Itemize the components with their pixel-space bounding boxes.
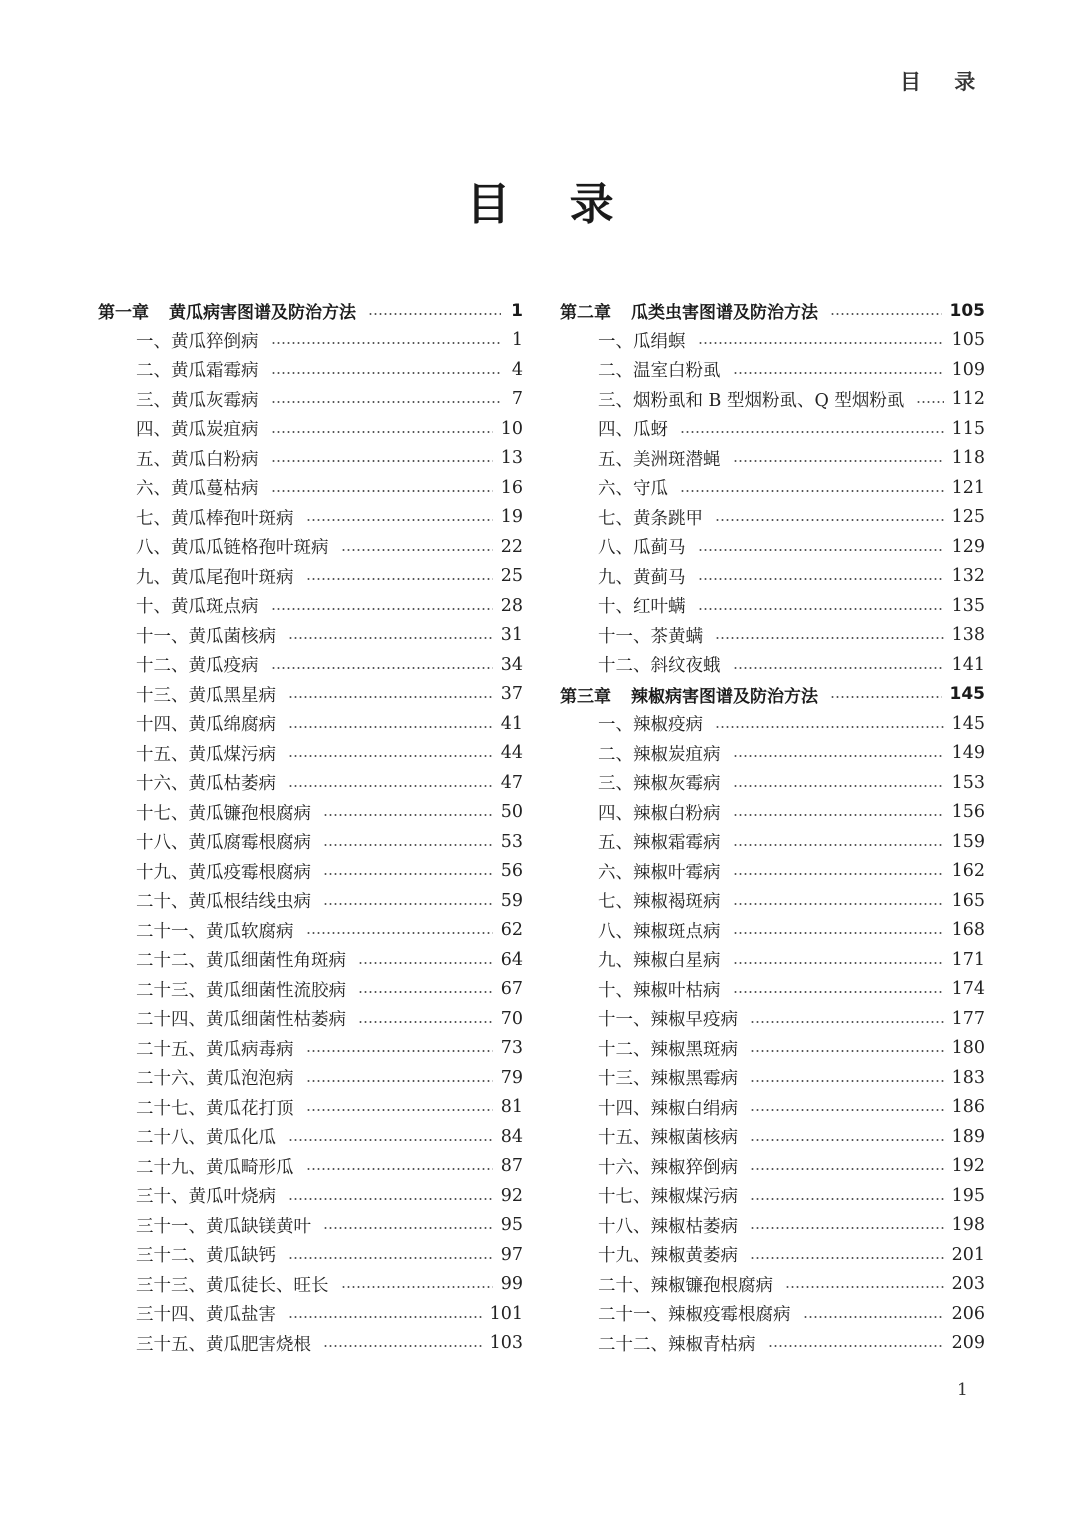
toc-page-number: 125 (951, 507, 985, 528)
toc-page-number: 105 (949, 300, 985, 321)
dot-leader (750, 1166, 944, 1172)
toc-entry-title: 二十九、黄瓜畸形瓜 (136, 1157, 294, 1178)
toc-page-number: 165 (951, 890, 985, 911)
dot-leader (323, 871, 493, 877)
toc-page-number: 177 (951, 1008, 985, 1029)
toc-page-number: 44 (500, 743, 523, 764)
toc-section-entry (560, 650, 985, 680)
dot-leader (750, 1255, 944, 1261)
toc-page-number: 138 (951, 625, 985, 646)
chapter-title: 黄瓜病害图谱及防治方法 (169, 303, 356, 324)
toc-section-entry (98, 532, 523, 562)
dot-leader (750, 1225, 944, 1231)
toc-section-entry (560, 857, 985, 887)
toc-section-entry (98, 1181, 523, 1211)
toc-section-entry (560, 975, 985, 1005)
toc-page-number: 156 (951, 802, 985, 823)
toc-section-entry (560, 1152, 985, 1182)
toc-page-number: 25 (500, 566, 523, 587)
toc-page-number: 67 (500, 979, 523, 1000)
toc-page-number: 16 (500, 477, 523, 498)
toc-page-number: 118 (951, 448, 985, 469)
dot-leader (271, 606, 493, 612)
toc-page-number: 7 (511, 389, 523, 410)
toc-entry-title: 三、辣椒灰霉病 (598, 774, 721, 795)
dot-leader (271, 370, 502, 376)
toc-chapter-entry (560, 296, 985, 326)
dot-leader (750, 1196, 944, 1202)
toc-entry-title: 二十三、黄瓜细菌性流胶病 (136, 980, 346, 1001)
toc-section-entry (560, 444, 985, 474)
toc-section-entry (560, 1034, 985, 1064)
toc-entry-title: 五、辣椒霜霉病 (598, 833, 721, 854)
toc-section-entry (560, 886, 985, 916)
toc-entry-title: 十七、辣椒煤污病 (598, 1187, 738, 1208)
toc-entry-title (560, 298, 818, 323)
toc-section-entry (560, 326, 985, 356)
dot-leader (271, 458, 493, 464)
toc-section-entry (98, 1034, 523, 1064)
toc-entry-title: 七、辣椒褐斑病 (598, 892, 721, 913)
dot-leader (323, 1225, 493, 1231)
toc-entry-title: 四、黄瓜炭疽病 (136, 420, 259, 441)
dot-leader (288, 753, 493, 759)
toc-page-number: 1 (511, 330, 523, 351)
dot-leader (916, 399, 943, 405)
toc-page-number: 56 (500, 861, 523, 882)
toc-page-number: 168 (951, 920, 985, 941)
toc-entry-title: 四、瓜蚜 (598, 420, 668, 441)
dot-leader (698, 547, 944, 553)
dot-leader (271, 340, 502, 346)
toc-entry-title: 十二、辣椒黑斑病 (598, 1039, 738, 1060)
toc-page-number: 92 (500, 1185, 523, 1206)
dot-leader (750, 1048, 944, 1054)
toc-page-number: 79 (500, 1067, 523, 1088)
toc-entry-title: 十六、辣椒猝倒病 (598, 1157, 738, 1178)
toc-page-number: 47 (500, 772, 523, 793)
toc-page-number: 101 (489, 1303, 523, 1324)
dot-leader (768, 1343, 944, 1349)
dot-leader (698, 606, 944, 612)
toc-entry-title: 一、辣椒疫病 (598, 715, 703, 736)
toc-entry-title: 十三、黄瓜黑星病 (136, 685, 276, 706)
toc-entry-title: 十四、黄瓜绵腐病 (136, 715, 276, 736)
toc-entry-title: 二十七、黄瓜花打顶 (136, 1098, 294, 1119)
dot-leader (733, 812, 944, 818)
toc-entry-title: 十一、黄瓜菌核病 (136, 626, 276, 647)
toc-entry-title: 二、黄瓜霜霉病 (136, 361, 259, 382)
toc-entry-title: 二十二、黄瓜细菌性角斑病 (136, 951, 346, 972)
toc-page-number: 129 (951, 536, 985, 557)
dot-leader (715, 724, 944, 730)
toc-section-entry (98, 916, 523, 946)
toc-section-entry (98, 444, 523, 474)
toc-page-number: 97 (500, 1244, 523, 1265)
dot-leader (803, 1314, 944, 1320)
toc-entry-title: 八、辣椒斑点病 (598, 921, 721, 942)
toc-section-entry (560, 562, 985, 592)
toc-entry-title: 十三、辣椒黑霉病 (598, 1069, 738, 1090)
chapter-label: 第三章 (560, 686, 611, 707)
toc-entry-title: 二十六、黄瓜泡泡病 (136, 1069, 294, 1090)
dot-leader (358, 1019, 493, 1025)
toc-entry-title (560, 682, 818, 707)
toc-entry-title: 九、辣椒白星病 (598, 951, 721, 972)
dot-leader (733, 665, 944, 671)
dot-leader (288, 1137, 493, 1143)
toc-page-number: 31 (500, 625, 523, 646)
toc-entry-title: 二十八、黄瓜化瓜 (136, 1128, 276, 1149)
toc-page-number: 162 (951, 861, 985, 882)
dot-leader (271, 665, 493, 671)
toc-entry-title: 四、辣椒白粉病 (598, 803, 721, 824)
toc-entry-title: 一、瓜绢螟 (598, 331, 686, 352)
dot-leader (341, 1284, 493, 1290)
toc-page-number: 50 (500, 802, 523, 823)
toc-entry-title: 九、黄瓜尾孢叶斑病 (136, 567, 294, 588)
toc-page-number: 203 (951, 1274, 985, 1295)
toc-section-entry (560, 1063, 985, 1093)
toc-section-entry (560, 1004, 985, 1034)
toc-section-entry (560, 827, 985, 857)
dot-leader (733, 930, 944, 936)
toc-section-entry (98, 503, 523, 533)
dot-leader (271, 399, 502, 405)
toc-section-entry (98, 1093, 523, 1123)
toc-page-number: 115 (951, 418, 985, 439)
dot-leader (830, 311, 942, 317)
toc-page-number: 135 (951, 595, 985, 616)
toc-entry-title: 六、辣椒叶霉病 (598, 862, 721, 883)
dot-leader (306, 930, 493, 936)
toc-entry-title: 五、黄瓜白粉病 (136, 449, 259, 470)
dot-leader (733, 783, 944, 789)
toc-page-number: 53 (500, 831, 523, 852)
toc-entry-title: 十八、辣椒枯萎病 (598, 1216, 738, 1237)
dot-leader (288, 783, 493, 789)
toc-page-number: 37 (500, 684, 523, 705)
toc-entry-title: 三十、黄瓜叶烧病 (136, 1187, 276, 1208)
dot-leader (680, 429, 944, 435)
toc-entry-title: 二十五、黄瓜病毒病 (136, 1039, 294, 1060)
dot-leader (750, 1137, 944, 1143)
toc-section-entry (560, 916, 985, 946)
dot-leader (368, 311, 501, 317)
dot-leader (288, 635, 493, 641)
toc-section-entry (98, 1240, 523, 1270)
dot-leader (323, 812, 493, 818)
toc-section-entry (98, 591, 523, 621)
toc-entry-title: 九、黄蓟马 (598, 567, 686, 588)
toc-section-entry (560, 503, 985, 533)
dot-leader (323, 901, 493, 907)
toc-page-number: 153 (951, 772, 985, 793)
toc-chapter-entry (560, 680, 985, 710)
toc-section-entry (98, 385, 523, 415)
dot-leader (306, 576, 493, 582)
toc-page-number: 87 (500, 1156, 523, 1177)
toc-entry-title: 十四、辣椒白绢病 (598, 1098, 738, 1119)
toc-section-entry (98, 1329, 523, 1359)
toc-page-number: 192 (951, 1156, 985, 1177)
toc-section-entry (98, 1270, 523, 1300)
toc-section-entry (560, 1240, 985, 1270)
dot-leader (750, 1107, 944, 1113)
toc-section-entry (98, 473, 523, 503)
toc-entry-title: 十五、黄瓜煤污病 (136, 744, 276, 765)
dot-leader (733, 871, 944, 877)
toc-section-entry (98, 1211, 523, 1241)
toc-entry-title: 六、黄瓜蔓枯病 (136, 479, 259, 500)
toc-section-entry (98, 945, 523, 975)
toc-page-number: 180 (951, 1038, 985, 1059)
toc-page-number: 73 (500, 1038, 523, 1059)
toc-entry-title: 二、辣椒炭疽病 (598, 744, 721, 765)
dot-leader (750, 1078, 944, 1084)
toc-section-entry (560, 1093, 985, 1123)
page-title: 目 录 (466, 179, 614, 230)
dot-leader (288, 1255, 493, 1261)
toc-page-number: 209 (951, 1333, 985, 1354)
toc-right-column (560, 296, 985, 1358)
dot-leader (323, 1343, 482, 1349)
toc-page-number: 41 (500, 713, 523, 734)
toc-entry-title: 二十二、辣椒青枯病 (598, 1334, 756, 1355)
toc-page-number: 103 (489, 1333, 523, 1354)
toc-section-entry (560, 591, 985, 621)
dot-leader (306, 1048, 493, 1054)
toc-entry-title: 三十二、黄瓜缺钙 (136, 1246, 276, 1267)
dot-leader (733, 753, 944, 759)
toc-section-entry (560, 798, 985, 828)
dot-leader (323, 842, 493, 848)
toc-section-entry (560, 1211, 985, 1241)
dot-leader (680, 488, 944, 494)
toc-section-entry (98, 621, 523, 651)
toc-entry-title: 二十、黄瓜根结线虫病 (136, 892, 311, 913)
toc-page-number: 84 (500, 1126, 523, 1147)
toc-page-number: 95 (500, 1215, 523, 1236)
toc-section-entry (560, 355, 985, 385)
dot-leader (358, 960, 493, 966)
toc-page-number: 34 (500, 654, 523, 675)
dot-leader (288, 724, 493, 730)
toc-entry-title: 十六、黄瓜枯萎病 (136, 774, 276, 795)
dot-leader (733, 370, 944, 376)
toc-section-entry (560, 414, 985, 444)
toc-page-number: 149 (951, 743, 985, 764)
toc-page-number: 189 (951, 1126, 985, 1147)
dot-leader (733, 901, 944, 907)
toc-section-entry (98, 827, 523, 857)
toc-chapter-entry (98, 296, 523, 326)
toc-section-entry (98, 1122, 523, 1152)
toc-page-number: 64 (500, 949, 523, 970)
toc-page-number: 13 (500, 448, 523, 469)
toc-page-number: 145 (949, 684, 985, 705)
toc-entry-title: 十五、辣椒菌核病 (598, 1128, 738, 1149)
toc-section-entry (560, 532, 985, 562)
dot-leader (698, 340, 944, 346)
toc-page-number: 159 (951, 831, 985, 852)
toc-page-number: 132 (951, 566, 985, 587)
toc-entry-title: 三、烟粉虱和 B 型烟粉虱、Q 型烟粉虱 (598, 390, 905, 411)
toc-page-number: 99 (500, 1274, 523, 1295)
toc-section-entry (98, 326, 523, 356)
dot-leader (271, 429, 493, 435)
toc-entry-title: 十九、辣椒黄萎病 (598, 1246, 738, 1267)
toc-page-number: 59 (500, 890, 523, 911)
toc-entry-title: 八、黄瓜瓜链格孢叶斑病 (136, 538, 329, 559)
toc-section-entry (98, 798, 523, 828)
toc-entry-title: 十二、斜纹夜蛾 (598, 656, 721, 677)
toc-page-number: 206 (951, 1303, 985, 1324)
toc-section-entry (98, 414, 523, 444)
toc-section-entry (560, 473, 985, 503)
toc-section-entry (98, 1152, 523, 1182)
toc-section-entry (98, 650, 523, 680)
chapter-title: 瓜类虫害图谱及防治方法 (631, 303, 818, 324)
toc-page-number: 28 (500, 595, 523, 616)
running-header: 目 录 (900, 70, 976, 94)
toc-section-entry (98, 680, 523, 710)
dot-leader (288, 694, 493, 700)
toc-entry-title: 二十一、辣椒疫霉根腐病 (598, 1305, 791, 1326)
toc-entry-title: 十一、茶黄螨 (598, 626, 703, 647)
toc-section-entry (98, 355, 523, 385)
dot-leader (271, 488, 493, 494)
toc-entry-title: 十、辣椒叶枯病 (598, 980, 721, 1001)
toc-section-entry (560, 621, 985, 651)
toc-page-number: 1 (511, 300, 523, 321)
dot-leader (288, 1314, 482, 1320)
toc-entry-title: 三十五、黄瓜肥害烧根 (136, 1334, 311, 1355)
dot-leader (715, 635, 944, 641)
toc-section-entry (98, 1004, 523, 1034)
toc-left-column (98, 296, 523, 1358)
dot-leader (733, 842, 944, 848)
toc-page-number: 62 (500, 920, 523, 941)
page-number: 1 (957, 1380, 968, 1400)
dot-leader (698, 576, 944, 582)
toc-entry-title: 八、瓜蓟马 (598, 538, 686, 559)
toc-page-number: 145 (951, 713, 985, 734)
toc-entry-title: 三、黄瓜灰霉病 (136, 390, 259, 411)
toc-section-entry (98, 1299, 523, 1329)
toc-entry-title: 七、黄瓜棒孢叶斑病 (136, 508, 294, 529)
toc-section-entry (560, 709, 985, 739)
toc-entry-title: 十二、黄瓜疫病 (136, 656, 259, 677)
dot-leader (306, 1166, 493, 1172)
toc-section-entry (560, 1122, 985, 1152)
dot-leader (306, 517, 493, 523)
toc-page-number: 109 (951, 359, 985, 380)
toc-section-entry (560, 739, 985, 769)
dot-leader (715, 517, 944, 523)
toc-page-number: 174 (951, 979, 985, 1000)
toc-page-number: 105 (951, 330, 985, 351)
toc-entry-title: 二十四、黄瓜细菌性枯萎病 (136, 1010, 346, 1031)
toc-page-number: 141 (951, 654, 985, 675)
dot-leader (306, 1078, 493, 1084)
dot-leader (358, 989, 493, 995)
toc-section-entry (560, 1329, 985, 1359)
toc-section-entry (560, 385, 985, 415)
toc-section-entry (98, 857, 523, 887)
toc-entry-title: 二十、辣椒镰孢根腐病 (598, 1275, 773, 1296)
toc-page-number: 171 (951, 949, 985, 970)
toc-page-number: 22 (500, 536, 523, 557)
toc-section-entry (98, 709, 523, 739)
toc-entry-title: 十七、黄瓜镰孢根腐病 (136, 803, 311, 824)
toc-entry-title: 三十三、黄瓜徒长、旺长 (136, 1275, 329, 1296)
toc-entry-title: 一、黄瓜猝倒病 (136, 331, 259, 352)
chapter-title: 辣椒病害图谱及防治方法 (631, 686, 818, 707)
toc-entry-title: 三十四、黄瓜盐害 (136, 1305, 276, 1326)
toc-entry-title: 十九、黄瓜疫霉根腐病 (136, 862, 311, 883)
toc-page-number: 121 (951, 477, 985, 498)
toc-entry-title: 十、红叶螨 (598, 597, 686, 618)
toc-entry-title: 二、温室白粉虱 (598, 361, 721, 382)
dot-leader (733, 960, 944, 966)
toc-section-entry (98, 562, 523, 592)
toc-page-number: 183 (951, 1067, 985, 1088)
toc-page-number: 198 (951, 1215, 985, 1236)
toc-entry-title (98, 298, 356, 323)
dot-leader (288, 1196, 493, 1202)
toc-entry-title: 七、黄条跳甲 (598, 508, 703, 529)
dot-leader (785, 1284, 944, 1290)
toc-page-number: 4 (511, 359, 523, 380)
toc-entry-title: 五、美洲斑潜蝇 (598, 449, 721, 470)
toc-section-entry (98, 768, 523, 798)
toc-section-entry (560, 1299, 985, 1329)
toc-section-entry (98, 975, 523, 1005)
dot-leader (750, 1019, 944, 1025)
toc-page-number: 10 (500, 418, 523, 439)
dot-leader (306, 1107, 493, 1113)
toc-section-entry (560, 945, 985, 975)
toc-entry-title: 十八、黄瓜腐霉根腐病 (136, 833, 311, 854)
toc-entry-title: 十、黄瓜斑点病 (136, 597, 259, 618)
toc-page-number: 19 (500, 507, 523, 528)
toc-page-number: 70 (500, 1008, 523, 1029)
toc-page-number: 81 (500, 1097, 523, 1118)
toc-section-entry (560, 768, 985, 798)
dot-leader (341, 547, 493, 553)
dot-leader (733, 989, 944, 995)
toc-section-entry (560, 1270, 985, 1300)
toc-page-number: 186 (951, 1097, 985, 1118)
toc-section-entry (560, 1181, 985, 1211)
toc-page-number: 112 (951, 389, 985, 410)
toc-entry-title: 三十一、黄瓜缺镁黄叶 (136, 1216, 311, 1237)
toc-page-number: 201 (951, 1244, 985, 1265)
toc-page-number: 195 (951, 1185, 985, 1206)
toc-section-entry (98, 886, 523, 916)
chapter-label: 第二章 (560, 303, 611, 324)
toc-section-entry (98, 1063, 523, 1093)
chapter-label: 第一章 (98, 303, 149, 324)
toc-entry-title: 六、守瓜 (598, 479, 668, 500)
dot-leader (830, 694, 942, 700)
toc-entry-title: 十一、辣椒早疫病 (598, 1010, 738, 1031)
toc-entry-title: 二十一、黄瓜软腐病 (136, 921, 294, 942)
toc-section-entry (98, 739, 523, 769)
dot-leader (733, 458, 944, 464)
